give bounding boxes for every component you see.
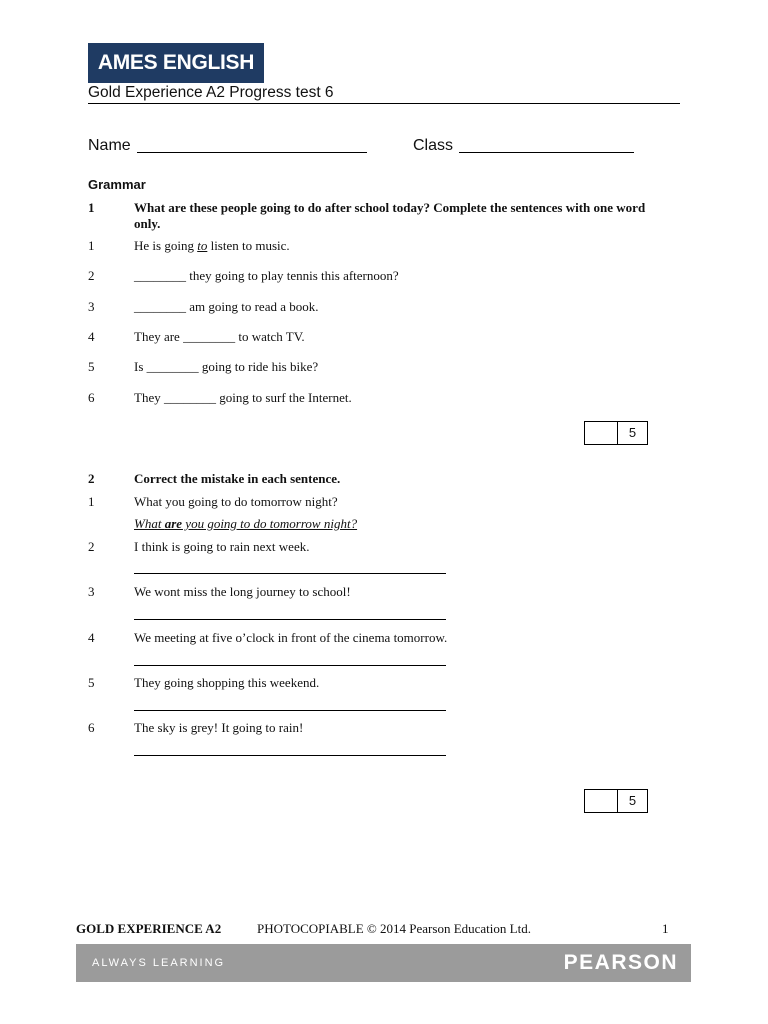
test-subtitle: Gold Experience A2 Progress test 6 — [88, 84, 334, 101]
example-text-post: you going to do tomorrow night? — [182, 516, 358, 531]
answer-line[interactable] — [134, 573, 446, 574]
score-input[interactable] — [585, 422, 618, 444]
item-number: 1 — [88, 494, 95, 509]
exercise-number: 1 — [88, 200, 95, 215]
example-answer: to — [197, 238, 208, 253]
list-item: ________ am going to read a book. — [134, 299, 319, 314]
item-number: 4 — [88, 329, 95, 344]
score-total: 5 — [628, 425, 637, 440]
class-label: Class — [413, 137, 454, 154]
pearson-logo: PEARSON — [563, 951, 678, 974]
item-text-after: listen to music. — [207, 238, 290, 253]
footer-tagline: ALWAYS LEARNING — [92, 957, 226, 969]
item-number: 2 — [88, 539, 95, 554]
score-box — [584, 789, 648, 813]
list-item: They going shopping this weekend. — [134, 675, 320, 690]
item-number: 2 — [88, 268, 95, 283]
item-number: 6 — [88, 720, 95, 735]
item-number: 4 — [88, 630, 95, 645]
list-item — [134, 238, 290, 254]
item-number: 5 — [88, 675, 95, 690]
list-item: I think is going to rain next week. — [134, 539, 310, 554]
example-answer — [134, 516, 357, 532]
item-number: 3 — [88, 299, 95, 314]
list-item: ________ they going to play tennis this afternoon? — [134, 268, 399, 283]
answer-line[interactable] — [134, 665, 446, 666]
name-field[interactable] — [137, 152, 367, 153]
answer-line[interactable] — [134, 710, 446, 711]
name-label: Name — [88, 137, 131, 154]
answer-line[interactable] — [134, 755, 446, 756]
item-number: 3 — [88, 584, 95, 599]
answer-line[interactable] — [134, 619, 446, 620]
item-number: 1 — [88, 238, 95, 253]
score-box — [584, 421, 648, 445]
page-number: 1 — [662, 921, 669, 936]
footer-book-title: GOLD EXPERIENCE A2 — [76, 921, 222, 936]
list-item: What you going to do tomorrow night? — [134, 494, 338, 509]
example-text-pre: What — [134, 516, 165, 531]
example-text-bold: are — [164, 516, 183, 531]
section-heading: Grammar — [88, 177, 146, 192]
list-item: Is ________ going to ride his bike? — [134, 359, 319, 374]
exercise-instruction: Correct the mistake in each sentence. — [134, 471, 341, 486]
list-item: We wont miss the long journey to school! — [134, 584, 351, 599]
exercise-instruction: What are these people going to do after school today? Complete the sentences with one word only. — [134, 200, 646, 231]
exercise-number: 2 — [88, 471, 95, 486]
class-field[interactable] — [459, 152, 634, 153]
list-item: They ________ going to surf the Internet. — [134, 390, 352, 405]
list-item: The sky is grey! It going to rain! — [134, 720, 304, 735]
list-item: They are ________ to watch TV. — [134, 329, 305, 344]
ames-english-logo: AMES ENGLISH — [88, 43, 264, 83]
title-divider — [88, 103, 680, 104]
score-total: 5 — [628, 793, 637, 808]
score-input[interactable] — [585, 790, 618, 812]
item-number: 6 — [88, 390, 95, 405]
item-text-before: He is going — [134, 238, 198, 253]
footer-copyright: PHOTOCOPIABLE © 2014 Pearson Education Ltd. — [257, 921, 531, 936]
list-item: We meeting at five o’clock in front of the cinema tomorrow. — [134, 630, 448, 645]
item-number: 5 — [88, 359, 95, 374]
